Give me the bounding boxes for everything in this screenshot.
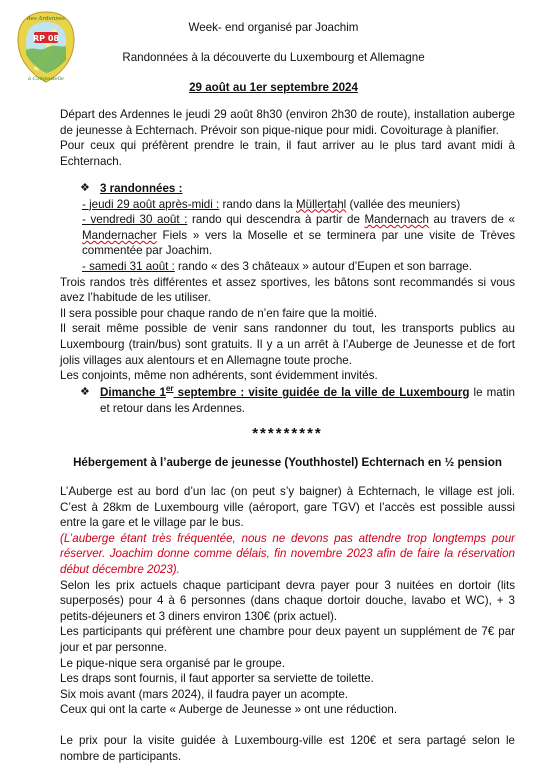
hike-1-text: rando dans la xyxy=(219,197,296,211)
sunday-text xyxy=(82,385,515,416)
lodging-prices: Selon les prix actuels chaque participant devra payer pour 3 nuitées en dortoir (lits superposés) pour 4 à 6 personnes (dans chaque dortoir douche, lavabo et WC), + 3 petits-déjeuners et 3 diners environ 130€ (prix actuel). xyxy=(60,578,515,623)
lodging-discount: Ceux qui ont la carte « Auberge de Jeunesse » ont une réduction. xyxy=(60,703,398,717)
diamond-bullet-icon: ❖ xyxy=(80,386,90,398)
hike-3 xyxy=(60,259,515,275)
hike-3-text: rando « des 3 châteaux » autour d’Eupen et son barrage. xyxy=(174,259,472,273)
lodging-picnic: Le pique-nique sera organisé par le groupe. xyxy=(60,656,285,670)
intro-departure: Départ des Ardennes le jeudi 29 août 8h30 (environ 2h30 de route), installation auberge de jeunesse à Echternach. Prévoir son pique-nique pour midi. Covoiturage à planifier. xyxy=(60,108,515,137)
hike-1-text-end: (vallée des meuniers) xyxy=(346,197,461,211)
hikes-note-half: Il sera possible pour chaque rando de n’en faire que la moitié. xyxy=(60,306,378,320)
lodging-double-room: Les participants qui préfèrent une chambre pour deux payent un supplément de 7€ par jour et par personne. xyxy=(60,625,515,654)
hikes-note-sport: Trois randos très différentes et assez sportives, les bâtons sont recommandés si vous avez l’habitude de les utiliser. xyxy=(60,275,515,305)
hike-2-text-mid: au travers de « xyxy=(428,213,515,227)
sunday-title-sup: er xyxy=(165,384,174,394)
sunday-section xyxy=(60,385,515,416)
lodging-section xyxy=(60,455,515,471)
sunday-bullet xyxy=(60,385,515,416)
hike-2-date: - vendredi 30 août : xyxy=(82,213,188,227)
sunday-title-rest: septembre : visite guidée de la ville de Luxembourg xyxy=(173,386,470,399)
hike-3-date: - samedi 31 août : xyxy=(82,259,175,273)
sunday-description: le matin et retour dans les Ardennes. xyxy=(100,386,515,415)
lodging-location: L’Auberge est au bord d’un lac (on peut s’y baigner) à Echternach, le village est joli. C’est à 28km de Luxembourg ville (aéroport, gare TGV) et l’accès est possible aussi entre la gare et le village par le bus. xyxy=(60,485,515,530)
intro-section xyxy=(60,107,515,169)
hike-2 xyxy=(60,212,515,259)
header-dates: 29 août au 1er septembre 2024 xyxy=(189,81,358,94)
lodging-deposit: Six mois avant (mars 2024), il faudra payer un acompte. xyxy=(60,687,349,701)
lodging-title: Hébergement à l’auberge de jeunesse (Youthhostel) Echternach en ½ pension xyxy=(73,456,502,469)
lodging-booking-note: (L’auberge étant très fréquentée, nous ne devons pas attendre trop longtemps pour réserver. Joachim donne comme délais, fin novembre 2023 afin de faire la réservation début décembre 2023). xyxy=(60,531,515,576)
hike-1-date: - jeudi 29 août après-midi : xyxy=(82,197,220,211)
hikes-note-transport: Il serait même possible de venir sans randonner du tout, les transports publics au Luxembourg (train/bus) sont gratuits. Il y a un arrêt à l’Auberge de Jeunesse et de fort jolis villages aux alentours et en Allemagne toute proche. xyxy=(60,322,515,367)
hike-2-text-end: Fiels » vers la Moselle et se terminera par une visite de Trèves commentée par Joachim. xyxy=(82,228,515,258)
hike-1 xyxy=(60,197,515,213)
star-separator: ********* xyxy=(252,425,323,442)
logo-top-text: des Ardennes xyxy=(27,16,65,22)
header-organizer: Week- end organisé par Joachim xyxy=(188,21,359,34)
hikes-section xyxy=(60,181,515,384)
hike-2-place-2: Mandernacher xyxy=(82,228,157,242)
hikes-note-partners: Les conjoints, même non adhérents, sont évidemment invités. xyxy=(60,369,378,383)
intro-train: Pour ceux qui préfèrent prendre le train, il faut arriver au le plus tard avant midi à Echternach. xyxy=(60,139,515,168)
logo-badge-text: RP 08 xyxy=(33,34,59,43)
hikes-bullet xyxy=(60,181,515,197)
sunday-title: Dimanche 1 xyxy=(100,386,166,399)
hike-2-text: rando qui descendra à partir de xyxy=(187,213,365,227)
diamond-bullet-icon: ❖ xyxy=(80,182,90,194)
hike-2-place-1: Mandernach xyxy=(364,213,429,227)
guided-tour-price: Le prix pour la visite guidée à Luxembourg-ville est 120€ et sera partagé selon le nombre de participants. xyxy=(60,733,515,763)
header-subtitle: Randonnées à la découverte du Luxembourg et Allemagne xyxy=(122,51,425,64)
hike-1-place: Müllertahl xyxy=(295,197,347,211)
hikes-title: 3 randonnées : xyxy=(100,182,183,195)
lodging-sheets: Les draps sont fournis, il faut apporter sa serviette de toilette. xyxy=(60,672,374,686)
logo-bottom-text: à Compostelle xyxy=(27,76,65,82)
lodging-details xyxy=(60,484,515,764)
